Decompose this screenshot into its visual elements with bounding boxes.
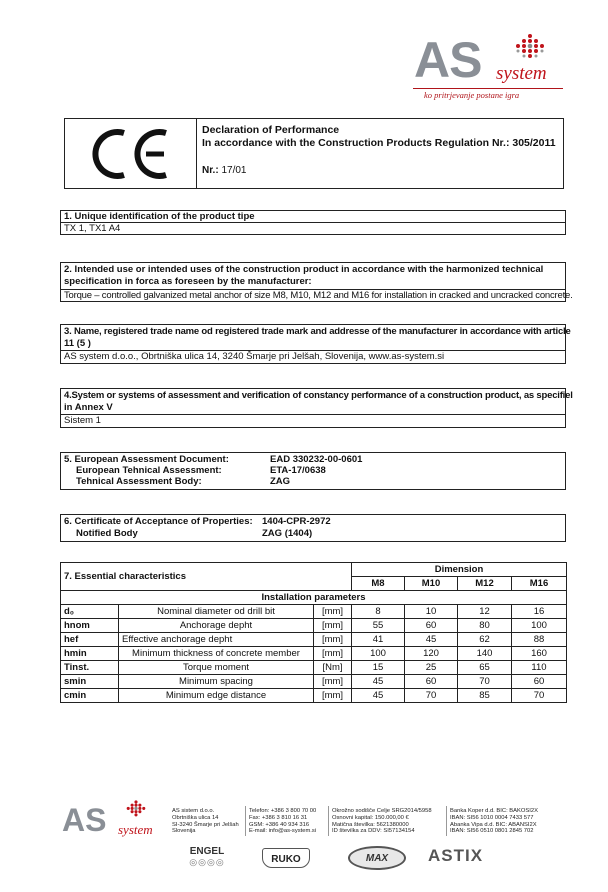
row-value-m10: 70 [405, 689, 458, 703]
brand-ruko-text: RUKO [271, 854, 301, 865]
s6-label-0: 6. Certificate of Acceptance of Properties: [64, 516, 253, 527]
footer-text: Obrtniška ulica 14 [172, 814, 219, 821]
footer-text: Matična številka: 5621380000 [332, 821, 409, 828]
footer-text: Banka Koper d.d. BIC: BAKOSI2X [450, 808, 538, 814]
table-header-row [61, 563, 567, 577]
row-value-m8: 100 [352, 647, 405, 661]
section-4-value: Sistem 1 [64, 415, 101, 426]
section-4-heading-b: in Annex V [64, 402, 113, 413]
row-value-m10: 45 [405, 633, 458, 647]
section-3-heading-a: 3. Name, registered trade name od registered trade mark and addresse of the manufacturer in accordance with article [64, 326, 571, 337]
footer-logo-system-text: system [118, 822, 153, 837]
brand-ruko-logo [262, 848, 310, 868]
brand-engel-dots-icon: ◎◎◎◎ [189, 857, 225, 867]
row-value-m16: 16 [512, 605, 567, 619]
size-m8: M8 [352, 577, 405, 591]
s5-label-1: European Tehnical Assessment: [76, 465, 222, 476]
table-row [61, 675, 567, 689]
footer-text: Osnovni kapital: 150.000,00 € [332, 814, 409, 821]
footer-text: Slovenija [172, 828, 196, 835]
size-m10: M10 [405, 577, 458, 591]
brand-max-text: MAX [365, 853, 389, 864]
table-row [61, 647, 567, 661]
footer-bank [450, 808, 538, 835]
s5-value-1: ETA-17/0638 [270, 465, 326, 476]
row-value-m12: 70 [458, 675, 512, 689]
section-2-value: Torque – controlled galvanized metal anchor of size M8, M10, M12 and M16 for installation in cracked and uncracked concrete. [64, 290, 573, 301]
row-symbol: hmin [61, 647, 119, 661]
footer-text: GSM: +386 40 934 316 [249, 821, 310, 828]
row-value-m12: 80 [458, 619, 512, 633]
row-value-m16: 70 [512, 689, 567, 703]
row-value-m16: 100 [512, 619, 567, 633]
s5-value-2: ZAG [270, 476, 291, 487]
brand-max-logo [348, 846, 406, 870]
section-2-heading-a: 2. Intended use or intended uses of the construction product in accordance with the harmonized technical [64, 264, 544, 275]
row-value-m10: 10 [405, 605, 458, 619]
doc-number-value: 17/01 [221, 165, 247, 176]
footer-logo-dots-icon [124, 800, 148, 822]
logo-system-text: system [496, 63, 547, 84]
row-value-m16: 160 [512, 647, 567, 661]
row-value-m10: 120 [405, 647, 458, 661]
row-unit: [mm] [314, 647, 352, 661]
row-symbol: hnom [61, 619, 119, 633]
s7-dimension: Dimension [352, 563, 567, 577]
logo-tagline: ko pritrjevanje postane igra [424, 90, 520, 100]
section-1-divider [60, 222, 566, 223]
table-install-row [61, 591, 567, 605]
section-3-value: AS system d.o.o., Obrtniška ulica 14, 3240 Šmarje pri Jelšah, Slovenija, www.as-system.si [64, 351, 445, 362]
row-unit: [mm] [314, 605, 352, 619]
footer-text: ID številka za DDV: SI57134154 [332, 828, 415, 835]
row-value-m10: 60 [405, 619, 458, 633]
footer-separator [446, 806, 447, 836]
footer-address [172, 808, 239, 835]
row-unit: [Nm] [314, 661, 352, 675]
footer-text: SI-3240 Šmarje pri Jelšah [172, 821, 239, 828]
row-unit: [mm] [314, 633, 352, 647]
s6-label-1: Notified Body [76, 528, 138, 539]
row-value-m8: 55 [352, 619, 405, 633]
brand-astix-logo: ASTIX [428, 846, 484, 865]
section-4-heading-a: 4.System or systems of assessment and verification of constancy performance of a construction product, as specifiel [64, 390, 573, 401]
title-line2: In accordance with the Construction Products Regulation Nr.: 305/2011 [202, 137, 556, 149]
title-line1: Declaration of Performance [202, 124, 340, 136]
row-value-m10: 60 [405, 675, 458, 689]
s5-value-0: EAD 330232-00-0601 [270, 454, 363, 465]
row-value-m8: 45 [352, 675, 405, 689]
row-symbol: Tinst. [61, 661, 119, 675]
row-description: Nominal diameter od drill bit [119, 605, 314, 619]
s7-heading: 7. Essential characteristics [61, 563, 352, 591]
row-value-m12: 85 [458, 689, 512, 703]
essential-characteristics-table [60, 562, 567, 703]
row-description: Torque moment [119, 661, 314, 675]
row-symbol: hef [61, 633, 119, 647]
row-value-m8: 41 [352, 633, 405, 647]
s5-label-0: 5. European Assessment Document: [64, 454, 229, 465]
row-description: Minimum edge distance [119, 689, 314, 703]
row-description: Effective anchorage depht [119, 633, 314, 647]
logo-dots-icon [512, 33, 548, 67]
row-description: Anchorage depht [119, 619, 314, 633]
brand-engel-logo [184, 846, 230, 868]
row-value-m8: 45 [352, 689, 405, 703]
table-row [61, 633, 567, 647]
title-divider [196, 118, 197, 189]
row-value-m8: 8 [352, 605, 405, 619]
table-row [61, 689, 567, 703]
section-3-heading-b: 11 (5 ) [64, 338, 91, 349]
footer-text: Abanka Vipa d.d. BIC: ABANSI2X [450, 821, 537, 828]
row-value-m16: 60 [512, 675, 567, 689]
footer-separator [245, 806, 246, 836]
row-value-m16: 88 [512, 633, 567, 647]
row-value-m16: 110 [512, 661, 567, 675]
row-value-m8: 15 [352, 661, 405, 675]
row-value-m12: 12 [458, 605, 512, 619]
row-symbol: smin [61, 675, 119, 689]
row-unit: [mm] [314, 675, 352, 689]
row-description: Minimum thickness of concrete member [119, 647, 314, 661]
footer-contact [249, 808, 316, 835]
section-1-value: TX 1, TX1 A4 [64, 223, 121, 234]
row-value-m12: 62 [458, 633, 512, 647]
row-value-m10: 25 [405, 661, 458, 675]
row-description: Minimum spacing [119, 675, 314, 689]
table-row [61, 605, 567, 619]
section-2-heading-b: specification in forca as foreseen by the manufacturer: [64, 276, 312, 287]
doc-number-label: Nr.: [202, 165, 219, 176]
row-value-m12: 140 [458, 647, 512, 661]
footer-text: IBAN: SI56 0510 0801 2845 702 [450, 828, 534, 835]
row-unit: [mm] [314, 619, 352, 633]
footer-text: Telefon: +386 3 800 70 00 [249, 808, 317, 814]
s5-label-2: Tehnical Assessment Body: [76, 476, 202, 487]
logo-as-text: AS [414, 32, 482, 88]
s6-value-1: ZAG (1404) [262, 528, 313, 539]
footer-text: AS sistem d.o.o. [172, 808, 215, 814]
section-1-heading: 1. Unique identification of the product tipe [64, 211, 255, 222]
row-unit: [mm] [314, 689, 352, 703]
footer-text: IBAN: SI56 1010 0004 7433 577 [450, 814, 534, 821]
row-symbol: cmin [61, 689, 119, 703]
footer-logo-as-text: AS [62, 802, 107, 838]
section-4-divider [60, 414, 566, 415]
install-heading: Installation parameters [61, 591, 567, 605]
footer-separator [328, 806, 329, 836]
size-m16: M16 [512, 577, 567, 591]
footer-text: E-mail: info@as-system.si [249, 828, 317, 835]
ce-mark-icon [86, 125, 176, 183]
logo-underline [413, 88, 563, 89]
table-row [61, 661, 567, 675]
brand-engel-text: ENGEL [189, 846, 225, 857]
row-symbol: d₀ [61, 605, 119, 619]
footer-registry [332, 808, 432, 835]
footer-text: Okrožno sodišče Celje SRG2014/5958 [332, 808, 432, 814]
s6-value-0: 1404-CPR-2972 [262, 516, 331, 527]
table-row [61, 619, 567, 633]
row-value-m12: 65 [458, 661, 512, 675]
size-m12: M12 [458, 577, 512, 591]
footer-text: Fax: +386 3 810 16 31 [249, 814, 308, 821]
doc-number [202, 165, 246, 176]
